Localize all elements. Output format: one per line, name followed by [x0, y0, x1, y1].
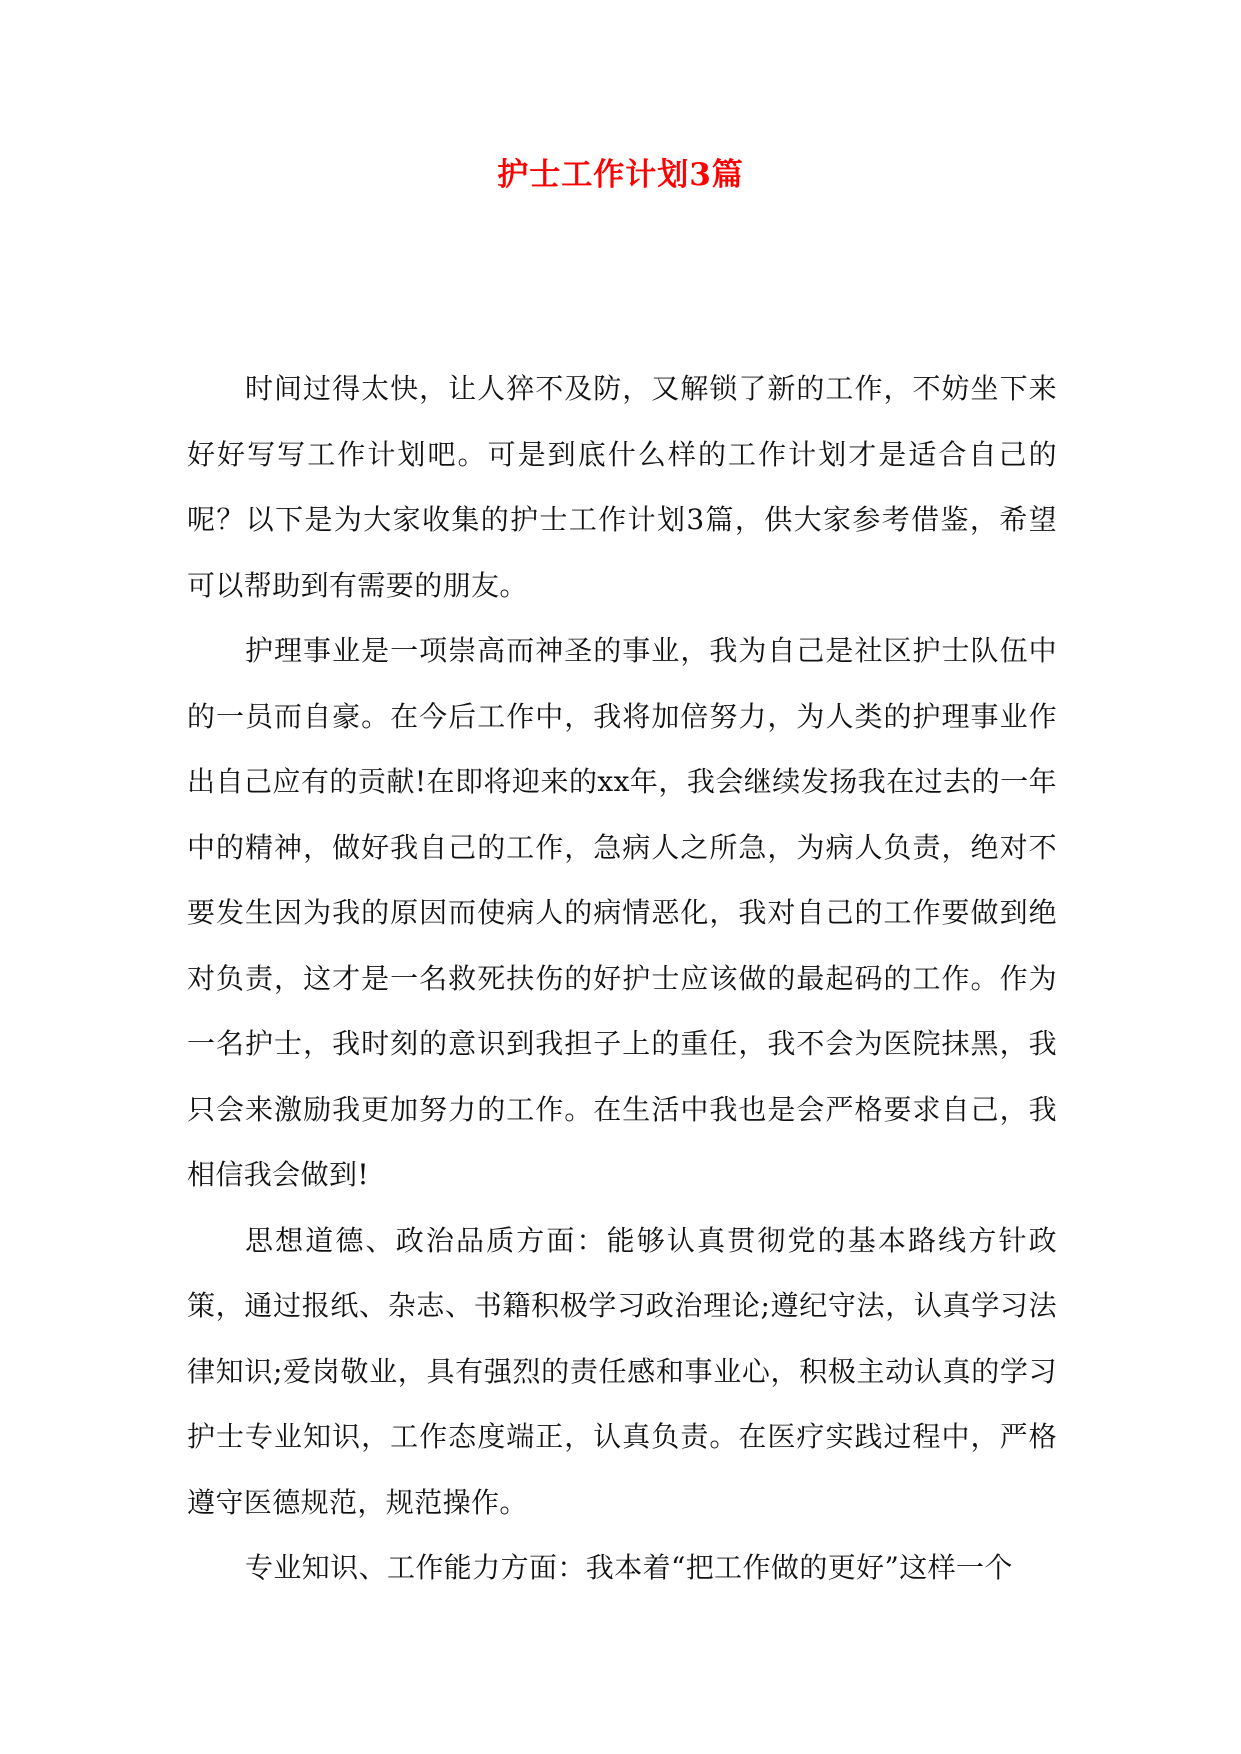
paragraph-moral-political: 思想道德、政治品质方面：能够认真贯彻党的基本路线方针政策，通过报纸、杂志、书籍积极学习政治理论;遵纪守法，认真学习法律知识;爱岗敬业，具有强烈的责任感和事业心，积极主动认真的学习护士专业知识，工作态度端正，认真负责。在医疗实践过程中，严格遵守医德规范，规范操作。 — [187, 1223, 1057, 1519]
paragraph-nursing-career: 护理事业是一项崇高而神圣的事业，我为自己是社区护士队伍中的一员而自豪。在今后工作中，我将加倍努力，为人类的护理事业作出自己应有的贡献!在即将迎来的xx年，我会继续发扬我在过去的一年中的精神，做好我自己的工作，急病人之所急，为病人负责，绝对不要发生因为我的原因而使病人的病情恶化，我对自己的工作要做到绝对负责，这才是一名救死扶伤的好护士应该做的最起码的工作。作为一名护士，我时刻的意识到我担子上的重任，我不会为医院抹黑，我只会来激励我更加努力的工作。在生活中我也是会严格要求自己，我相信我会做到! — [187, 634, 1057, 1191]
document-body — [187, 356, 1057, 1601]
document-title: 护士工作计划3篇 — [497, 157, 744, 193]
paragraph-professional-knowledge: 专业知识、工作能力方面：我本着“把工作做的更好”这样一个 — [245, 1551, 1013, 1584]
paragraph-intro: 时间过得太快，让人猝不及防，又解锁了新的工作，不妨坐下来好好写写工作计划吧。可是到底什么样的工作计划才是适合自己的呢？以下是为大家收集的护士工作计划3篇，供大家参考借鉴，希望可以帮助到有需要的朋友。 — [187, 372, 1057, 602]
